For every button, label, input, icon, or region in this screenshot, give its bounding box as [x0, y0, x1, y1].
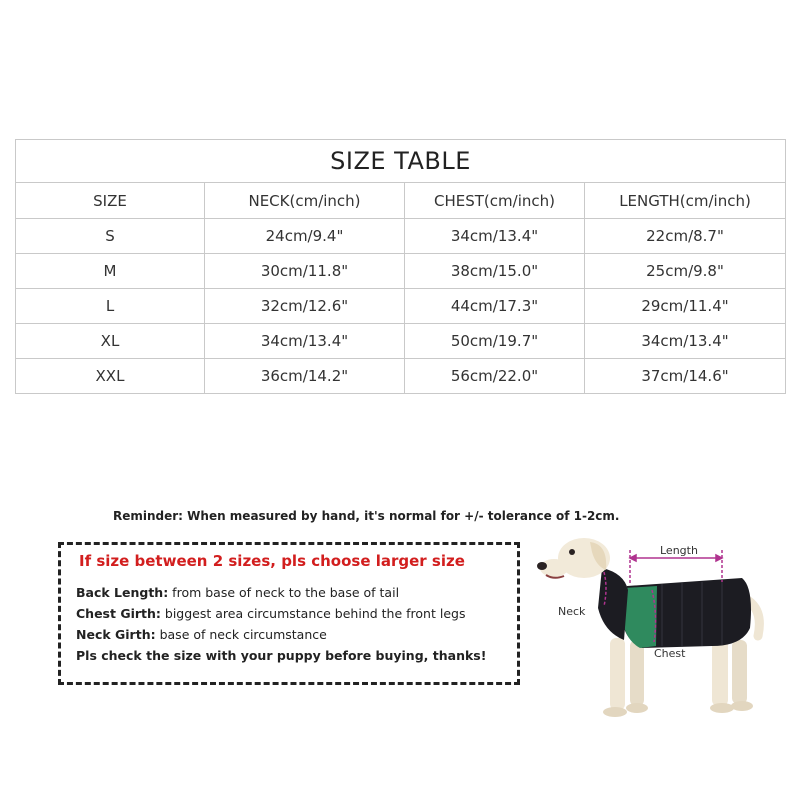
dog-front-leg-far: [630, 640, 644, 706]
note-closing: Pls check the size with your puppy before buying, thanks!: [76, 648, 487, 663]
note-neck-girth: [76, 627, 327, 642]
cell-length: 22cm/8.7": [585, 219, 786, 254]
dog-measurement-illustration: [532, 528, 782, 728]
cell-size: XL: [16, 324, 205, 359]
note-neck-girth-label: Neck Girth:: [76, 627, 156, 642]
dog-front-leg: [610, 638, 625, 710]
cell-length: 29cm/11.4": [585, 289, 786, 324]
cell-chest: 38cm/15.0": [405, 254, 585, 289]
header-length: LENGTH(cm/inch): [585, 183, 786, 219]
measurement-reminder: Reminder: When measured by hand, it's normal for +/- tolerance of 1-2cm.: [113, 509, 620, 523]
label-length: Length: [660, 544, 698, 557]
notes-headline: If size between 2 sizes, pls choose larger size: [79, 552, 465, 570]
size-table: [15, 139, 786, 394]
coat-collar: [598, 568, 628, 640]
cell-length: 25cm/9.8": [585, 254, 786, 289]
note-back-length-label: Back Length:: [76, 585, 169, 600]
cell-chest: 50cm/19.7": [405, 324, 585, 359]
note-neck-girth-text: base of neck circumstance: [155, 627, 327, 642]
dog-back-leg: [712, 638, 728, 706]
dog-nose: [537, 562, 547, 570]
header-size: SIZE: [16, 183, 205, 219]
table-row: [16, 359, 786, 394]
cell-neck: 30cm/11.8": [205, 254, 405, 289]
note-chest-girth-label: Chest Girth:: [76, 606, 161, 621]
cell-size: L: [16, 289, 205, 324]
size-table-title: SIZE TABLE: [16, 140, 786, 183]
cell-size: M: [16, 254, 205, 289]
note-chest-girth-text: biggest area circumstance behind the front legs: [160, 606, 466, 621]
cell-length: 34cm/13.4": [585, 324, 786, 359]
cell-neck: 24cm/9.4": [205, 219, 405, 254]
table-row: [16, 289, 786, 324]
size-table-container: [15, 139, 785, 389]
table-row: [16, 324, 786, 359]
cell-neck: 36cm/14.2": [205, 359, 405, 394]
table-row: [16, 254, 786, 289]
label-neck: Neck: [558, 605, 586, 618]
dog-eye: [569, 549, 575, 555]
note-back-length: [76, 585, 399, 600]
cell-length: 37cm/14.6": [585, 359, 786, 394]
sizing-notes-box: [58, 542, 520, 685]
cell-chest: 44cm/17.3": [405, 289, 585, 324]
header-chest: CHEST(cm/inch): [405, 183, 585, 219]
cell-neck: 32cm/12.6": [205, 289, 405, 324]
cell-size: XXL: [16, 359, 205, 394]
cell-size: S: [16, 219, 205, 254]
cell-chest: 34cm/13.4": [405, 219, 585, 254]
table-row: [16, 219, 786, 254]
dog-in-coat-image: [532, 528, 782, 728]
cell-neck: 34cm/13.4": [205, 324, 405, 359]
header-neck: NECK(cm/inch): [205, 183, 405, 219]
note-back-length-text: from base of neck to the base of tail: [168, 585, 400, 600]
dog-back-leg-far: [732, 640, 747, 704]
note-chest-girth: [76, 606, 465, 621]
size-table-header-row: [16, 183, 786, 219]
cell-chest: 56cm/22.0": [405, 359, 585, 394]
label-chest: Chest: [654, 647, 686, 660]
